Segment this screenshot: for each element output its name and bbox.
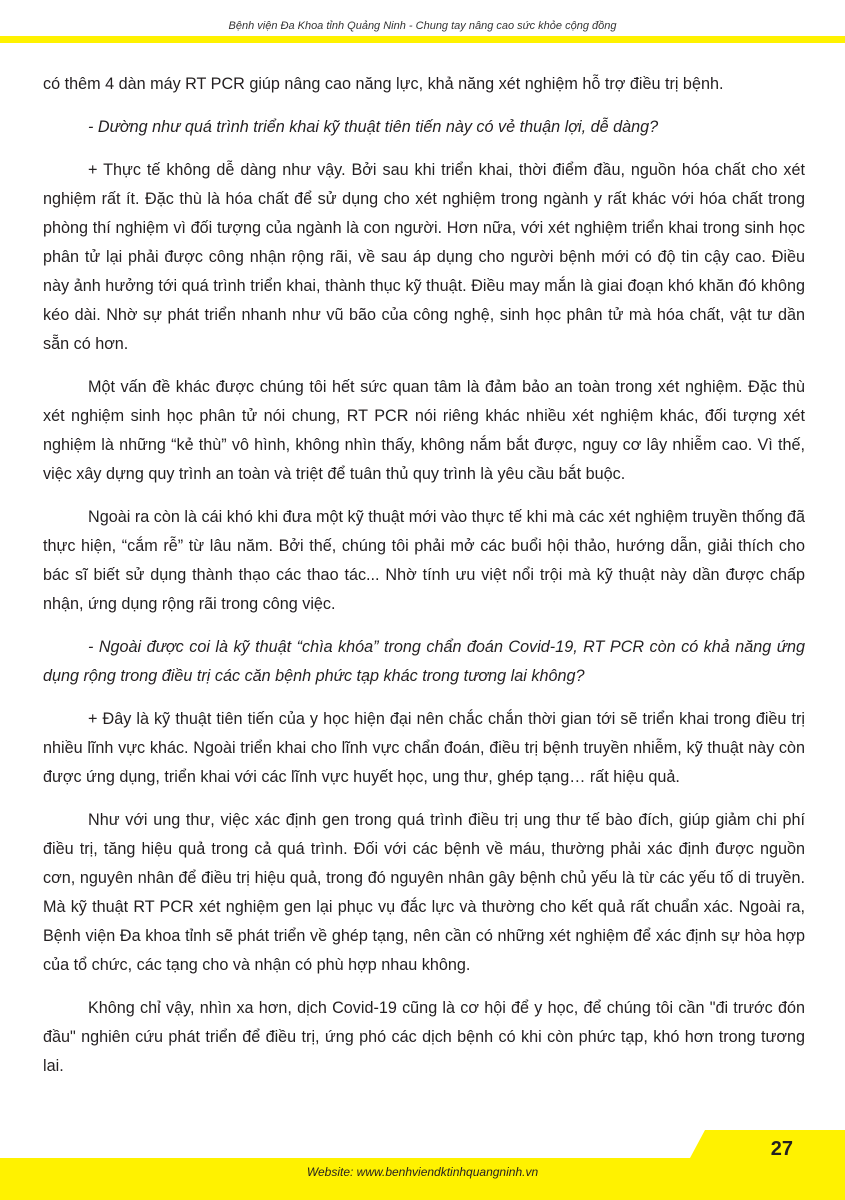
paragraph-5: Ngoài ra còn là cái khó khi đưa một kỹ thuật mới vào thực tế khi mà các xét nghiệm truyền thống đã thực hiện, “cắm rễ” từ lâu năm. Bởi thế, chúng tôi phải mở các buổi hội thảo, hướng dẫn, giải thích cho bác sĩ biết sử dụng thành thạo các thao tác... Nhờ tính ưu việt nổi trội mà kỹ thuật này dần được chấp nhận, ứng dụng rộng rãi trong công việc. <box>43 508 805 613</box>
header-yellow-bar <box>0 36 845 43</box>
header-title: Bệnh viện Đa Khoa tỉnh Quảng Ninh - Chung tay nâng cao sức khỏe cộng đồng <box>228 20 617 32</box>
question-1: - Dường như quá trình triển khai kỹ thuật tiên tiến này có vẻ thuận lợi, dễ dàng? <box>88 118 659 136</box>
paragraph-1: có thêm 4 dàn máy RT PCR giúp nâng cao năng lực, khả năng xét nghiệm hỗ trợ điều trị bệnh. <box>43 75 724 93</box>
question-2: - Ngoài được coi là kỹ thuật “chìa khóa” trong chẩn đoán Covid-19, RT PCR còn có khả năng ứng dụng rộng trong điều trị các căn bệnh phức tạp khác trong tương lai không? <box>43 638 805 685</box>
paragraph-4: Một vấn đề khác được chúng tôi hết sức quan tâm là đảm bảo an toàn trong xét nghiệm. Đặc thù xét nghiệm sinh học phân tử nói chung, RT PCR nói riêng khác nhiều xét nghiệm khác, đối tượng xét nghiệm là những “kẻ thù” vô hình, không nhìn thấy, không nắm bắt được, nguy cơ lây nhiễm cao. Vì thế, việc xây dựng quy trình an toàn và triệt để tuân thủ quy trình là yêu cầu bắt buộc. <box>43 378 805 483</box>
page-number: 27 <box>770 1138 793 1160</box>
footer-website: Website: www.benhviendktinhquangninh.vn <box>306 1165 539 1179</box>
paragraph-9: Không chỉ vậy, nhìn xa hơn, dịch Covid-19 cũng là cơ hội để y học, để chúng tôi cần "đi trước đón đầu" nghiên cứu phát triển để điều trị, ứng phó các dịch bệnh có khi còn phức tạp, khó hơn trong tương lai. <box>43 999 805 1075</box>
page-footer <box>0 1130 845 1200</box>
answer-2: + Đây là kỹ thuật tiên tiến của y học hiện đại nên chắc chắn thời gian tới sẽ triển khai trong điều trị nhiều lĩnh vực khác. Ngoài triển khai cho lĩnh vực chẩn đoán, điều trị bệnh truyền nhiễm, kỹ thuật này còn được ứng dụng, triển khai với các lĩnh vực huyết học, ung thư, ghép tạng… rất hiệu quả. <box>43 710 805 786</box>
paragraph-8: Như với ung thư, việc xác định gen trong quá trình điều trị ung thư tế bào đích, giúp giảm chi phí điều trị, tăng hiệu quả trong cả quá trình. Đối với các bệnh về máu, thường phải xác định được nguồn cơn, nguyên nhân để điều trị hiệu quả, trong đó nguyên nhân gây bệnh chủ yếu là từ các yếu tố di truyền. Mà kỹ thuật RT PCR xét nghiệm gen lại phục vụ đắc lực và thường cho kết quả rất chuẩn xác. Ngoài ra, Bệnh viện Đa khoa tỉnh sẽ phát triển về ghép tạng, nên cần có những xét nghiệm để xác định sự hòa hợp của tổ chức, các tạng cho và nhận có phù hợp nhau không. <box>43 811 805 974</box>
article-body <box>43 70 805 1095</box>
page-header <box>0 0 845 43</box>
answer-1: + Thực tế không dễ dàng như vậy. Bởi sau khi triển khai, thời điểm đầu, nguồn hóa chất cho xét nghiệm rất ít. Đặc thù là hóa chất để sử dụng cho xét nghiệm trong ngành y rất khác với hóa chất trong phòng thí nghiệm vì đối tượng của ngành là con người. Hơn nữa, với xét nghiệm triển khai trong sinh học phân tử lại phải được công nhận rộng rãi, về sau áp dụng cho người bệnh mới có độ tin cậy cao. Điều này ảnh hưởng tới quá trình triển khai, thành thục kỹ thuật. Điều may mắn là giai đoạn khó khăn đó không kéo dài. Nhờ sự phát triển nhanh như vũ bão của công nghệ, sinh học phân tử mà hóa chất, vật tư dần sẵn có hơn. <box>43 161 805 353</box>
